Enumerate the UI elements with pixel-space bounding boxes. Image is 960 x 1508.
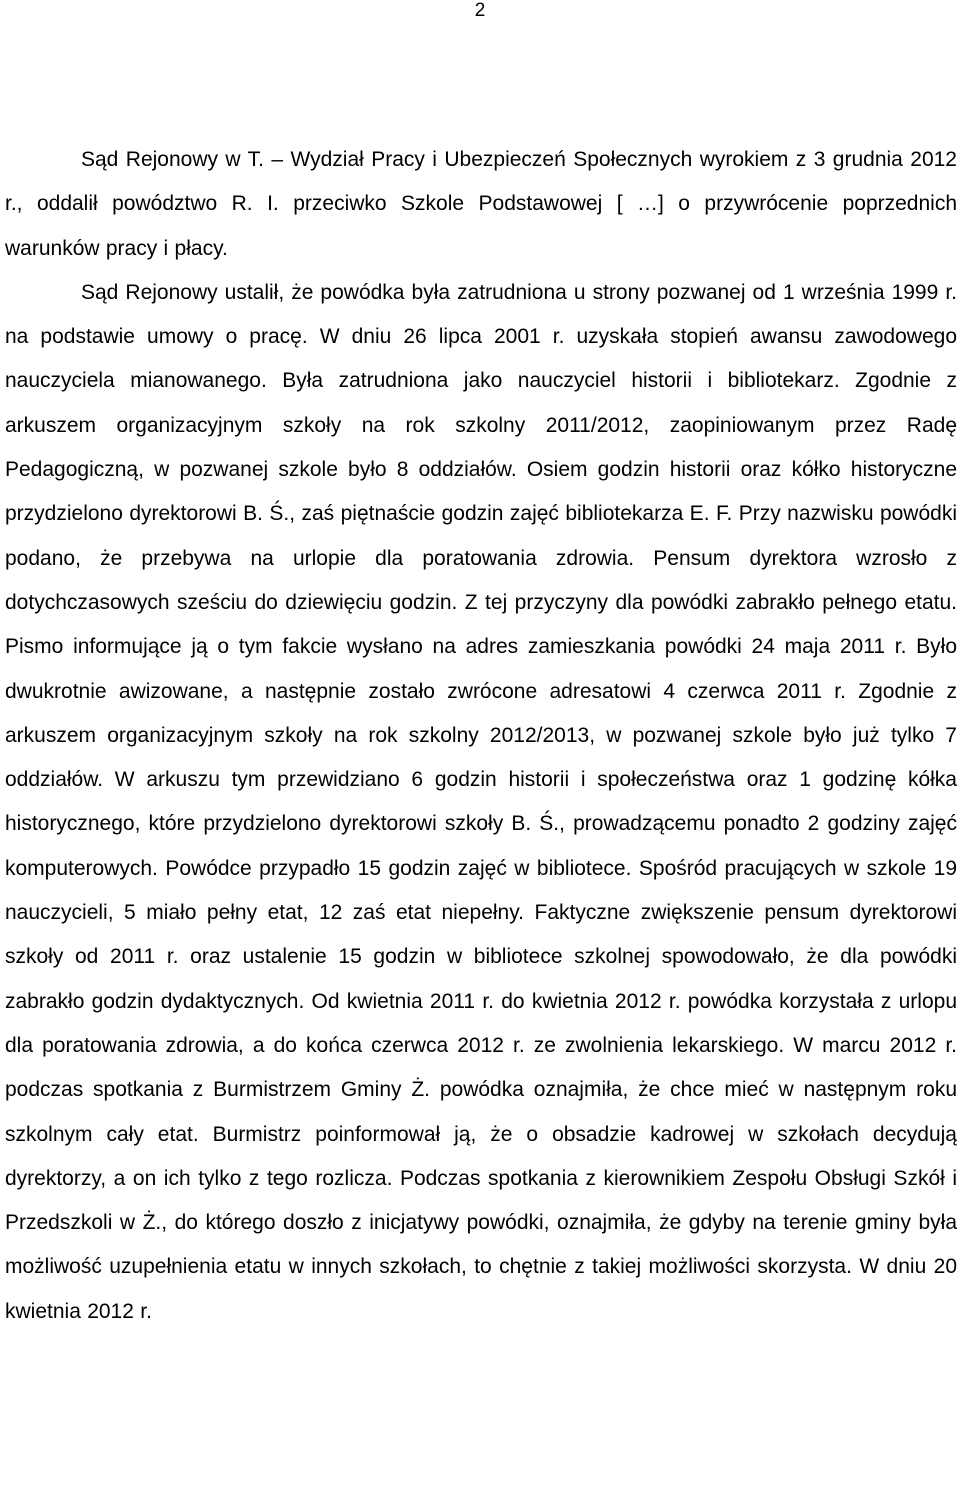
paragraph: Sąd Rejonowy w T. – Wydział Pracy i Ubezpieczeń Społecznych wyrokiem z 3 grudnia 2012 r., oddalił powództwo R. I. przeciwko Szkole Podstawowej [ …] o przywrócenie poprzednich warunków pracy i płacy.	[5, 148, 957, 260]
paragraph: Sąd Rejonowy ustalił, że powódka była zatrudniona u strony pozwanej od 1 września 1999 r. na podstawie umowy o pracę. W dniu 26 lipca 2001 r. uzyskała stopień awansu zawodowego nauczyciela mianowanego. Była zatrudniona jako nauczyciel historii i bibliotekarz. Zgodnie z arkuszem organizacyjnym szkoły na rok szkolny 2011/2012, zaopiniowanym przez Radę Pedagogiczną, w pozwanej szkole było 8 oddziałów. Osiem godzin historii oraz kółko historyczne przydzielono dyrektorowi B. Ś., zaś piętnaście godzin zajęć bibliotekarza E. F. Przy nazwisku powódki podano, że przebywa na urlopie dla poratowania zdrowia. Pensum dyrektora wzrosło z dotychczasowych sześciu do dziewięciu godzin. Z tej przyczyny dla powódki zabrakło pełnego etatu. Pismo informujące ją o tym fakcie wysłano na adres zamieszkania powódki 24 maja 2011 r. Było dwukrotnie awizowane, a następnie zostało zwrócone adresatowi 4 czerwca 2011 r. Zgodnie z arkuszem organizacyjnym szkoły na rok szkolny 2012/2013, w pozwanej szkole było już tylko 7 oddziałów. W arkuszu tym przewidziano 6 godzin historii i społeczeństwa oraz 1 godzinę kółka historycznego, które przydzielono dyrektorowi szkoły B. Ś., prowadzącemu ponadto 2 godziny zajęć komputerowych. Powódce przypadło 15 godzin zajęć w bibliotece. Spośród pracujących w szkole 19 nauczycieli, 5 miało pełny etat, 12 zaś etat niepełny. Faktyczne zwiększenie pensum dyrektorowi szkoły od 2011 r. oraz ustalenie 15 godzin w bibliotece szkolnej spowodowało, że dla powódki zabrakło godzin dydaktycznych. Od kwietnia 2011 r. do kwietnia 2012 r. powódka korzystała z urlopu dla poratowania zdrowia, a do końca czerwca 2012 r. ze zwolnienia lekarskiego. W marcu 2012 r. podczas spotkania z Burmistrzem Gminy Ż. powódka oznajmiła, że chce mieć w następnym roku szkolnym cały etat. Burmistrz poinformował ją, że o obsadzie kadrowej w szkołach decydują dyrektorzy, a on ich tylko z tego rozlicza. Podczas spotkania z kierownikiem Zespołu Obsługi Szkół i Przedszkoli w Ż., do którego doszło z inicjatywy powódki, oznajmiła, że gdyby na terenie gminy była możliwość uzupełnienia etatu w innych szkołach, to chętnie z takiej możliwości skorzysta. W dniu 20 kwietnia 2012 r.	[5, 280, 957, 1323]
page-number: 2	[474, 0, 486, 21]
document-body	[5, 138, 957, 1334]
